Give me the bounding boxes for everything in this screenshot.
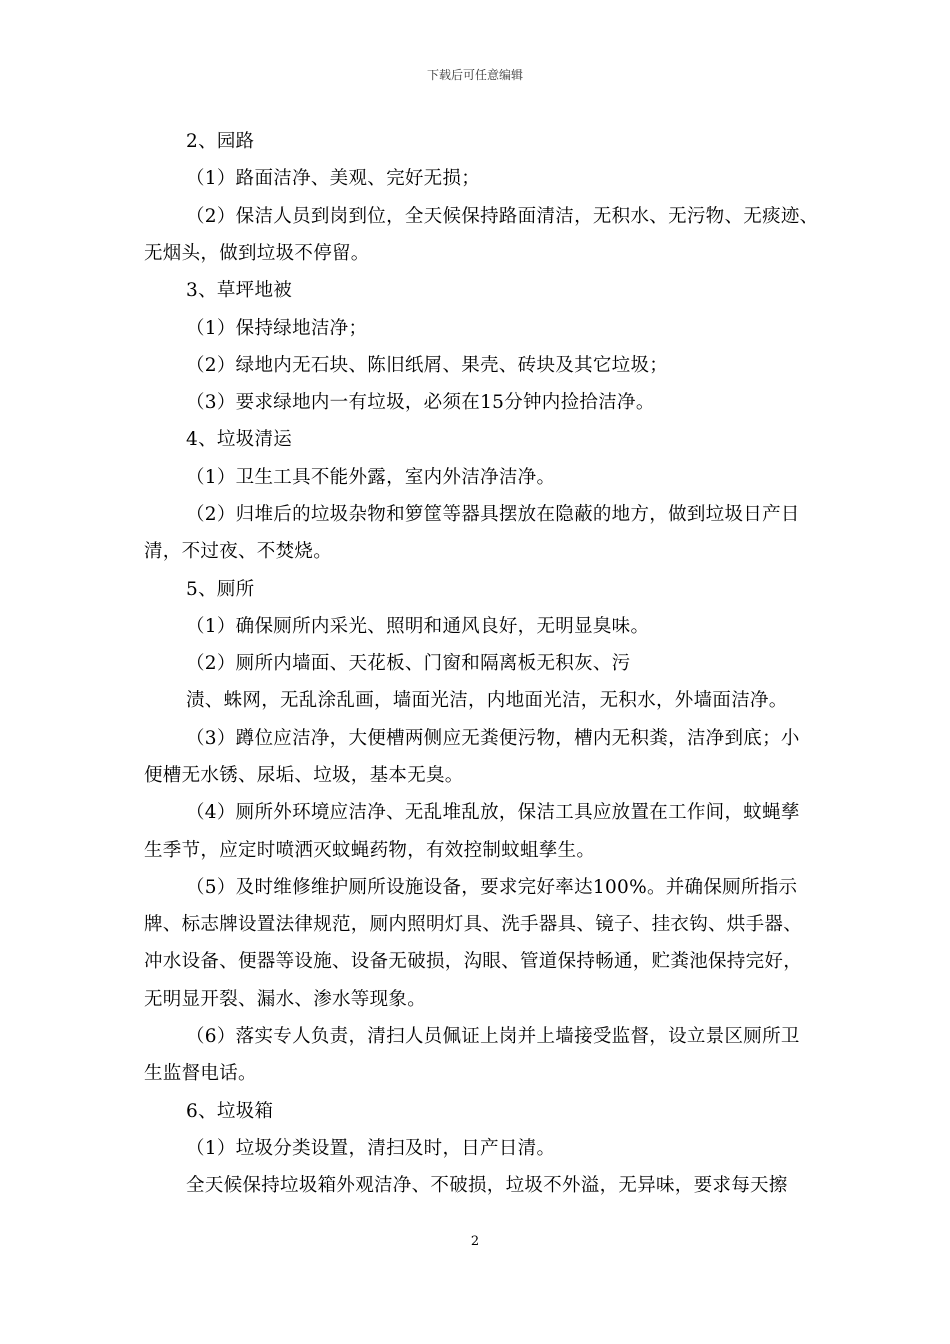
page-header: 下载后可任意编辑 (426, 68, 523, 82)
paragraph-line: 渍、蛛网，无乱涂乱画，墙面光洁，内地面光洁，无积水，外墙面洁净。 (186, 690, 788, 711)
paragraph-line: （2）厕所内墙面、天花板、门窗和隔离板无积灰、污 (186, 653, 631, 674)
section-heading: 5、厕所 (186, 579, 255, 600)
page-number: 2 (470, 1234, 480, 1249)
paragraph-line: 生季节，应定时喷洒灭蚊蝇药物，有效控制蚊蛆孳生。 (144, 840, 596, 861)
paragraph-line: （5）及时维修维护厕所设施设备，要求完好率达100%。并确保厕所指示 (186, 877, 798, 898)
section-heading: 3、草坪地被 (186, 280, 293, 301)
paragraph-line: 生监督电话。 (144, 1063, 257, 1084)
paragraph-line: （1）路面洁净、美观、完好无损； (186, 168, 481, 189)
paragraph-line: 无烟头，做到垃圾不停留。 (144, 243, 370, 264)
paragraph-line: （1）确保厕所内采光、照明和通风良好，无明显臭味。 (186, 616, 650, 637)
section-heading: 4、垃圾清运 (186, 429, 293, 450)
paragraph-line: （3）蹲位应洁净，大便槽两侧应无粪便污物，槽内无积粪，洁净到底；小 (186, 728, 800, 749)
paragraph-line: （4）厕所外环境应洁净、无乱堆乱放，保洁工具应放置在工作间，蚊蝇孳 (186, 802, 800, 823)
paragraph-line: 无明显开裂、漏水、渗水等现象。 (144, 989, 427, 1010)
paragraph-line: （2）保洁人员到岗到位，全天候保持路面清洁，无积水、无污物、无痰迹、 (186, 206, 819, 227)
paragraph-line: （2）归堆后的垃圾杂物和箩筐等器具摆放在隐蔽的地方，做到垃圾日产日 (186, 504, 800, 525)
section-heading: 6、垃圾箱 (186, 1101, 274, 1122)
paragraph-line: 清，不过夜、不焚烧。 (144, 541, 333, 562)
paragraph-line: （6）落实专人负责，清扫人员佩证上岗并上墙接受监督，设立景区厕所卫 (186, 1026, 800, 1047)
section-heading: 2、园路 (186, 131, 255, 152)
paragraph-line: （3）要求绿地内一有垃圾，必须在15分钟内捡拾洁净。 (186, 392, 655, 413)
paragraph-line: （1）保持绿地洁净； (186, 318, 368, 339)
paragraph-line: （1）垃圾分类设置，清扫及时，日产日清。 (186, 1138, 556, 1159)
paragraph-line: 牌、标志牌设置法律规范，厕内照明灯具、洗手器具、镜子、挂衣钩、烘手器、 (144, 914, 803, 935)
paragraph-line: 冲水设备、便器等设施、设备无破损，沟眼、管道保持畅通，贮粪池保持完好， (144, 951, 803, 972)
paragraph-line: 便槽无水锈、尿垢、垃圾，基本无臭。 (144, 765, 464, 786)
paragraph-line: （2）绿地内无石块、陈旧纸屑、果壳、砖块及其它垃圾； (186, 355, 669, 376)
paragraph-line: 全天候保持垃圾箱外观洁净、不破损，垃圾不外溢，无异味，要求每天擦 (186, 1175, 788, 1196)
paragraph-line: （1）卫生工具不能外露，室内外洁净洁净。 (186, 467, 556, 488)
